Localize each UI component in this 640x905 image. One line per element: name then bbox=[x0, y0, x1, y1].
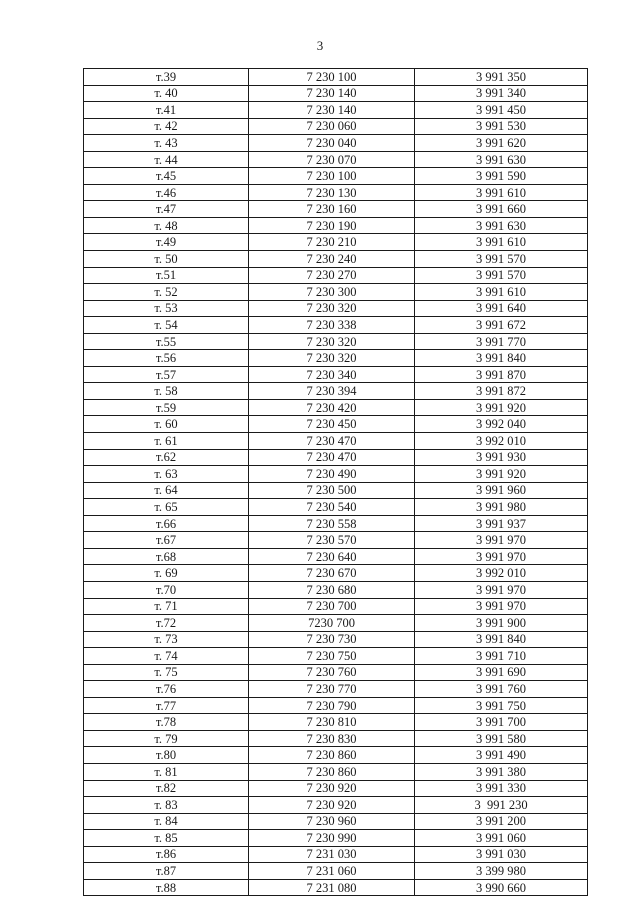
point-label-cell: т. 65 bbox=[84, 499, 249, 516]
table-row bbox=[84, 780, 588, 797]
y-coordinate-cell: 3 991 672 bbox=[415, 317, 588, 334]
x-coordinate-cell: 7 230 680 bbox=[249, 581, 415, 598]
y-coordinate-cell: 3 991 530 bbox=[415, 118, 588, 135]
point-label-cell: т.77 bbox=[84, 697, 249, 714]
point-label-cell: т.55 bbox=[84, 333, 249, 350]
y-coordinate-cell: 3 991 870 bbox=[415, 366, 588, 383]
table-row bbox=[84, 118, 588, 135]
point-label-cell: т. 54 bbox=[84, 317, 249, 334]
point-label-cell: т. 63 bbox=[84, 466, 249, 483]
point-label-cell: т.51 bbox=[84, 267, 249, 284]
point-label-cell: т. 74 bbox=[84, 648, 249, 665]
y-coordinate-cell: 3 991 690 bbox=[415, 664, 588, 681]
point-label-cell: т. 64 bbox=[84, 482, 249, 499]
table-row bbox=[84, 267, 588, 284]
point-label-cell: т. 48 bbox=[84, 217, 249, 234]
table-row bbox=[84, 664, 588, 681]
y-coordinate-cell: 3 991 590 bbox=[415, 168, 588, 185]
x-coordinate-cell: 7 231 060 bbox=[249, 863, 415, 880]
x-coordinate-cell: 7 230 990 bbox=[249, 830, 415, 847]
x-coordinate-cell: 7 230 500 bbox=[249, 482, 415, 499]
table-row bbox=[84, 879, 588, 896]
x-coordinate-cell: 7 230 320 bbox=[249, 333, 415, 350]
y-coordinate-cell: 3 991 960 bbox=[415, 482, 588, 499]
y-coordinate-cell: 3 991 920 bbox=[415, 399, 588, 416]
y-coordinate-cell: 3 991 380 bbox=[415, 763, 588, 780]
x-coordinate-cell: 7 230 830 bbox=[249, 730, 415, 747]
table-row bbox=[84, 168, 588, 185]
x-coordinate-cell: 7 230 060 bbox=[249, 118, 415, 135]
table-row bbox=[84, 631, 588, 648]
table-row bbox=[84, 135, 588, 152]
point-label-cell: т.88 bbox=[84, 879, 249, 896]
table-row bbox=[84, 366, 588, 383]
x-coordinate-cell: 7 230 700 bbox=[249, 598, 415, 615]
table-row bbox=[84, 85, 588, 102]
point-label-cell: т.68 bbox=[84, 548, 249, 565]
coordinates-table bbox=[83, 68, 588, 896]
y-coordinate-cell: 3 990 660 bbox=[415, 879, 588, 896]
y-coordinate-cell: 3 991 580 bbox=[415, 730, 588, 747]
x-coordinate-cell: 7 230 760 bbox=[249, 664, 415, 681]
x-coordinate-cell: 7 230 338 bbox=[249, 317, 415, 334]
point-label-cell: т. 83 bbox=[84, 797, 249, 814]
table-row bbox=[84, 69, 588, 86]
y-coordinate-cell: 3 991 200 bbox=[415, 813, 588, 830]
point-label-cell: т.72 bbox=[84, 615, 249, 632]
table-row bbox=[84, 830, 588, 847]
table-row bbox=[84, 730, 588, 747]
y-coordinate-cell: 3 991 630 bbox=[415, 217, 588, 234]
table-row bbox=[84, 433, 588, 450]
point-label-cell: т. 53 bbox=[84, 300, 249, 317]
x-coordinate-cell: 7 230 490 bbox=[249, 466, 415, 483]
point-label-cell: т.62 bbox=[84, 449, 249, 466]
point-label-cell: т.56 bbox=[84, 350, 249, 367]
x-coordinate-cell: 7 230 240 bbox=[249, 251, 415, 268]
x-coordinate-cell: 7 230 160 bbox=[249, 201, 415, 218]
table-row bbox=[84, 300, 588, 317]
y-coordinate-cell: 3 991 610 bbox=[415, 284, 588, 301]
point-label-cell: т.57 bbox=[84, 366, 249, 383]
y-coordinate-cell: 3 991 570 bbox=[415, 267, 588, 284]
page-number: 3 bbox=[316, 38, 324, 53]
x-coordinate-cell: 7 230 540 bbox=[249, 499, 415, 516]
point-label-cell: т.66 bbox=[84, 515, 249, 532]
point-label-cell: т.80 bbox=[84, 747, 249, 764]
point-label-cell: т.67 bbox=[84, 532, 249, 549]
y-coordinate-cell: 3 991 640 bbox=[415, 300, 588, 317]
y-coordinate-cell: 3 991 230 bbox=[415, 797, 588, 814]
point-label-cell: т. 42 bbox=[84, 118, 249, 135]
table-row bbox=[84, 201, 588, 218]
y-coordinate-cell: 3 991 937 bbox=[415, 515, 588, 532]
point-label-cell: т. 71 bbox=[84, 598, 249, 615]
table-row bbox=[84, 466, 588, 483]
x-coordinate-cell: 7 230 040 bbox=[249, 135, 415, 152]
table-row bbox=[84, 399, 588, 416]
y-coordinate-cell: 3 991 760 bbox=[415, 681, 588, 698]
table-row bbox=[84, 565, 588, 582]
table-row bbox=[84, 648, 588, 665]
y-coordinate-cell: 3 991 970 bbox=[415, 581, 588, 598]
table-row bbox=[84, 581, 588, 598]
x-coordinate-cell: 7230 700 bbox=[249, 615, 415, 632]
x-coordinate-cell: 7 230 670 bbox=[249, 565, 415, 582]
y-coordinate-cell: 3 991 660 bbox=[415, 201, 588, 218]
point-label-cell: т. 61 bbox=[84, 433, 249, 450]
table-row bbox=[84, 697, 588, 714]
y-coordinate-cell: 3 991 970 bbox=[415, 532, 588, 549]
x-coordinate-cell: 7 230 100 bbox=[249, 69, 415, 86]
point-label-cell: т. 44 bbox=[84, 151, 249, 168]
y-coordinate-cell: 3 399 980 bbox=[415, 863, 588, 880]
table-row bbox=[84, 681, 588, 698]
table-row bbox=[84, 615, 588, 632]
x-coordinate-cell: 7 230 920 bbox=[249, 797, 415, 814]
point-label-cell: т.86 bbox=[84, 846, 249, 863]
x-coordinate-cell: 7 230 770 bbox=[249, 681, 415, 698]
point-label-cell: т. 85 bbox=[84, 830, 249, 847]
x-coordinate-cell: 7 230 730 bbox=[249, 631, 415, 648]
point-label-cell: т. 58 bbox=[84, 383, 249, 400]
x-coordinate-cell: 7 230 130 bbox=[249, 184, 415, 201]
x-coordinate-cell: 7 230 394 bbox=[249, 383, 415, 400]
x-coordinate-cell: 7 230 860 bbox=[249, 763, 415, 780]
x-coordinate-cell: 7 230 070 bbox=[249, 151, 415, 168]
y-coordinate-cell: 3 991 570 bbox=[415, 251, 588, 268]
x-coordinate-cell: 7 230 140 bbox=[249, 102, 415, 119]
table-row bbox=[84, 598, 588, 615]
point-label-cell: т. 50 bbox=[84, 251, 249, 268]
table-row bbox=[84, 217, 588, 234]
y-coordinate-cell: 3 991 030 bbox=[415, 846, 588, 863]
x-coordinate-cell: 7 230 300 bbox=[249, 284, 415, 301]
y-coordinate-cell: 3 991 970 bbox=[415, 598, 588, 615]
table-row bbox=[84, 482, 588, 499]
y-coordinate-cell: 3 991 840 bbox=[415, 631, 588, 648]
table-row bbox=[84, 515, 588, 532]
table-row bbox=[84, 151, 588, 168]
y-coordinate-cell: 3 992 010 bbox=[415, 565, 588, 582]
point-label-cell: т.45 bbox=[84, 168, 249, 185]
x-coordinate-cell: 7 230 470 bbox=[249, 449, 415, 466]
table-row bbox=[84, 548, 588, 565]
table-row bbox=[84, 747, 588, 764]
point-label-cell: т.59 bbox=[84, 399, 249, 416]
table-row bbox=[84, 499, 588, 516]
x-coordinate-cell: 7 230 270 bbox=[249, 267, 415, 284]
point-label-cell: т.76 bbox=[84, 681, 249, 698]
table-row bbox=[84, 383, 588, 400]
table-row bbox=[84, 284, 588, 301]
x-coordinate-cell: 7 230 450 bbox=[249, 416, 415, 433]
point-label-cell: т.87 bbox=[84, 863, 249, 880]
y-coordinate-cell: 3 991 700 bbox=[415, 714, 588, 731]
table-row bbox=[84, 532, 588, 549]
point-label-cell: т. 84 bbox=[84, 813, 249, 830]
x-coordinate-cell: 7 230 640 bbox=[249, 548, 415, 565]
x-coordinate-cell: 7 230 570 bbox=[249, 532, 415, 549]
x-coordinate-cell: 7 230 558 bbox=[249, 515, 415, 532]
y-coordinate-cell: 3 992 040 bbox=[415, 416, 588, 433]
x-coordinate-cell: 7 230 340 bbox=[249, 366, 415, 383]
point-label-cell: т.78 bbox=[84, 714, 249, 731]
point-label-cell: т. 60 bbox=[84, 416, 249, 433]
point-label-cell: т.70 bbox=[84, 581, 249, 598]
x-coordinate-cell: 7 230 140 bbox=[249, 85, 415, 102]
table-row bbox=[84, 797, 588, 814]
point-label-cell: т. 73 bbox=[84, 631, 249, 648]
x-coordinate-cell: 7 230 190 bbox=[249, 217, 415, 234]
x-coordinate-cell: 7 230 320 bbox=[249, 300, 415, 317]
table-row bbox=[84, 333, 588, 350]
x-coordinate-cell: 7 230 750 bbox=[249, 648, 415, 665]
table-row bbox=[84, 714, 588, 731]
point-label-cell: т. 43 bbox=[84, 135, 249, 152]
point-label-cell: т.82 bbox=[84, 780, 249, 797]
y-coordinate-cell: 3 991 450 bbox=[415, 102, 588, 119]
table-row bbox=[84, 863, 588, 880]
y-coordinate-cell: 3 991 620 bbox=[415, 135, 588, 152]
table-row bbox=[84, 184, 588, 201]
table-row bbox=[84, 317, 588, 334]
point-label-cell: т.39 bbox=[84, 69, 249, 86]
y-coordinate-cell: 3 991 970 bbox=[415, 548, 588, 565]
y-coordinate-cell: 3 991 750 bbox=[415, 697, 588, 714]
point-label-cell: т.46 bbox=[84, 184, 249, 201]
table-row bbox=[84, 763, 588, 780]
point-label-cell: т. 75 bbox=[84, 664, 249, 681]
y-coordinate-cell: 3 991 350 bbox=[415, 69, 588, 86]
x-coordinate-cell: 7 230 320 bbox=[249, 350, 415, 367]
y-coordinate-cell: 3 991 980 bbox=[415, 499, 588, 516]
x-coordinate-cell: 7 230 100 bbox=[249, 168, 415, 185]
coordinates-table-body bbox=[84, 69, 588, 896]
y-coordinate-cell: 3 991 330 bbox=[415, 780, 588, 797]
y-coordinate-cell: 3 991 710 bbox=[415, 648, 588, 665]
point-label-cell: т. 81 bbox=[84, 763, 249, 780]
x-coordinate-cell: 7 231 080 bbox=[249, 879, 415, 896]
point-label-cell: т. 40 bbox=[84, 85, 249, 102]
x-coordinate-cell: 7 230 470 bbox=[249, 433, 415, 450]
x-coordinate-cell: 7 230 920 bbox=[249, 780, 415, 797]
table-row bbox=[84, 350, 588, 367]
table-row bbox=[84, 234, 588, 251]
table-row bbox=[84, 449, 588, 466]
y-coordinate-cell: 3 991 920 bbox=[415, 466, 588, 483]
y-coordinate-cell: 3 991 630 bbox=[415, 151, 588, 168]
table-row bbox=[84, 251, 588, 268]
point-label-cell: т. 79 bbox=[84, 730, 249, 747]
y-coordinate-cell: 3 991 340 bbox=[415, 85, 588, 102]
point-label-cell: т. 69 bbox=[84, 565, 249, 582]
y-coordinate-cell: 3 992 010 bbox=[415, 433, 588, 450]
y-coordinate-cell: 3 991 490 bbox=[415, 747, 588, 764]
y-coordinate-cell: 3 991 872 bbox=[415, 383, 588, 400]
point-label-cell: т.47 bbox=[84, 201, 249, 218]
table-row bbox=[84, 813, 588, 830]
x-coordinate-cell: 7 230 420 bbox=[249, 399, 415, 416]
x-coordinate-cell: 7 230 960 bbox=[249, 813, 415, 830]
y-coordinate-cell: 3 991 900 bbox=[415, 615, 588, 632]
y-coordinate-cell: 3 991 610 bbox=[415, 234, 588, 251]
y-coordinate-cell: 3 991 770 bbox=[415, 333, 588, 350]
y-coordinate-cell: 3 991 930 bbox=[415, 449, 588, 466]
x-coordinate-cell: 7 230 790 bbox=[249, 697, 415, 714]
y-coordinate-cell: 3 991 060 bbox=[415, 830, 588, 847]
x-coordinate-cell: 7 230 860 bbox=[249, 747, 415, 764]
table-row bbox=[84, 846, 588, 863]
x-coordinate-cell: 7 230 810 bbox=[249, 714, 415, 731]
table-row bbox=[84, 416, 588, 433]
x-coordinate-cell: 7 230 210 bbox=[249, 234, 415, 251]
y-coordinate-cell: 3 991 840 bbox=[415, 350, 588, 367]
table-row bbox=[84, 102, 588, 119]
point-label-cell: т. 52 bbox=[84, 284, 249, 301]
point-label-cell: т.41 bbox=[84, 102, 249, 119]
x-coordinate-cell: 7 231 030 bbox=[249, 846, 415, 863]
point-label-cell: т.49 bbox=[84, 234, 249, 251]
y-coordinate-cell: 3 991 610 bbox=[415, 184, 588, 201]
